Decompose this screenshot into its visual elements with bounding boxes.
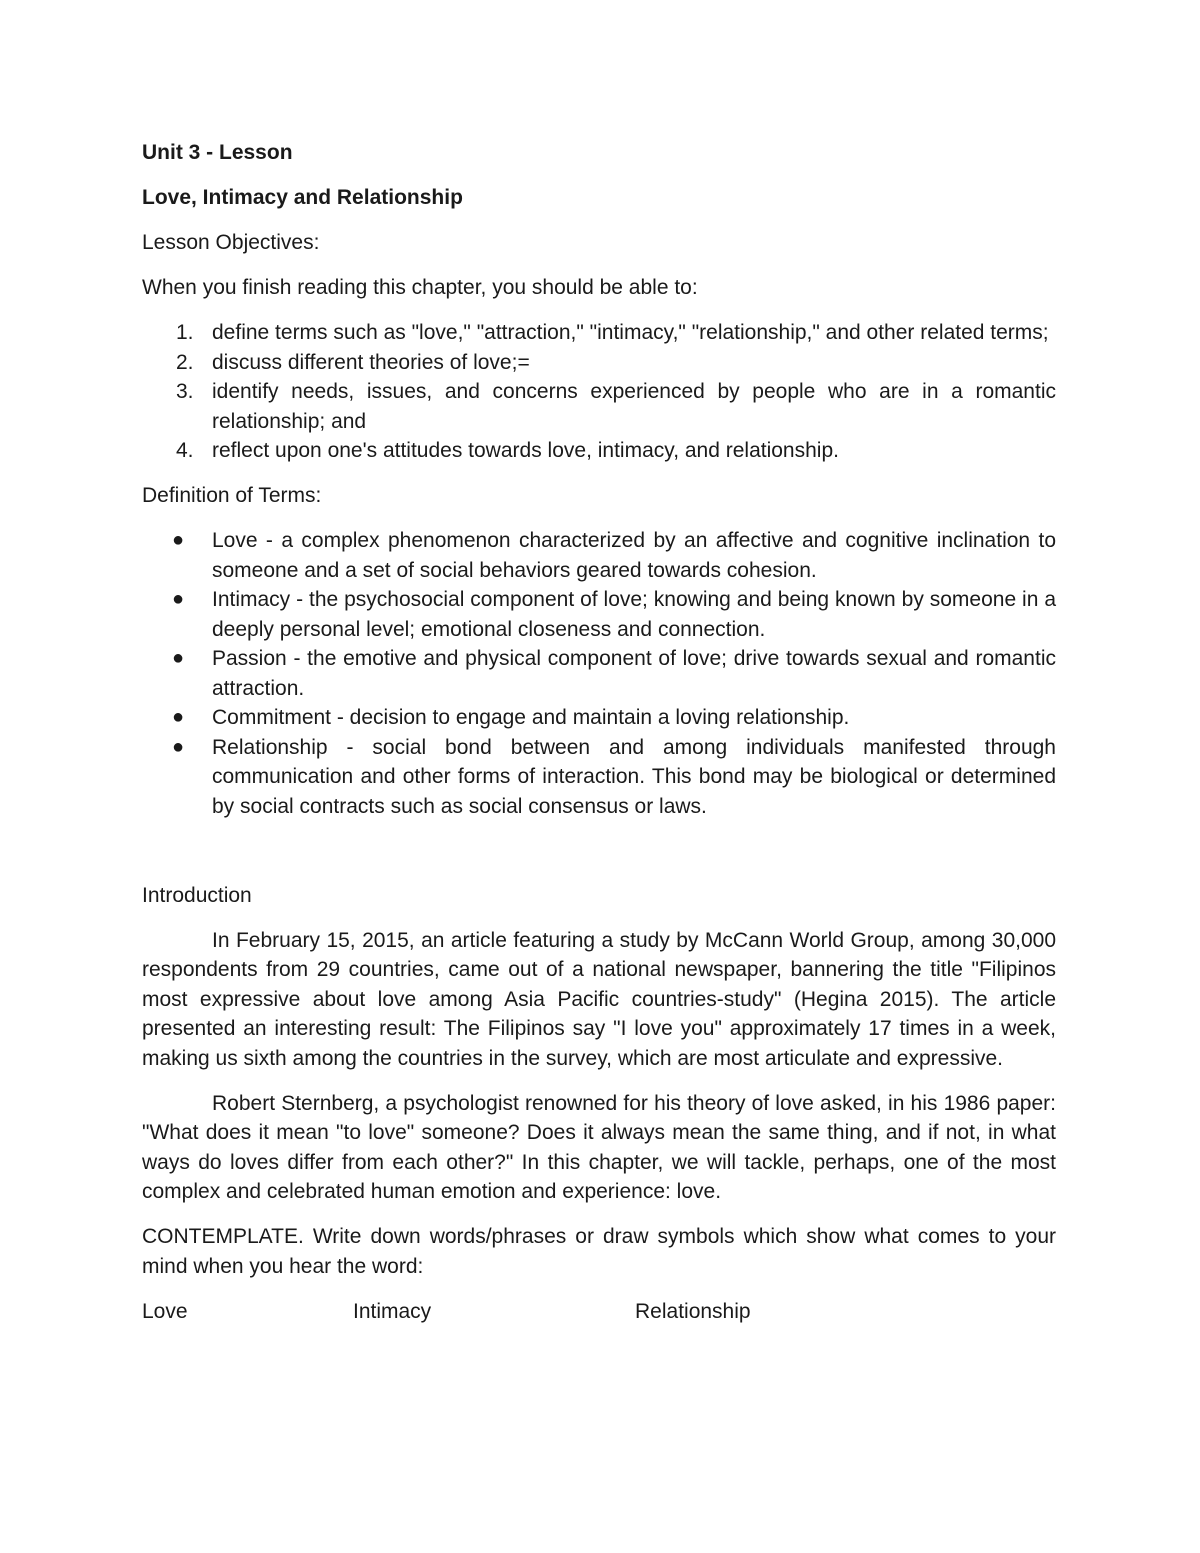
introduction-paragraph: Robert Sternberg, a psychologist renowned for his theory of love asked, in his 1986 paper: "What does it mean "to love" someone? Does it always mean the same thing, and if not, in what ways do loves differ from each other?" In this chapter, we will tackle, perhaps, one of the most complex and celebrated human emotion and experience: love. xyxy=(142,1091,1056,1203)
contemplate-instruction: CONTEMPLATE. Write down words/phrases or draw symbols which show what comes to your mind when you hear the word: xyxy=(142,1225,1056,1278)
list-number: 3. xyxy=(176,380,194,403)
contemplate-words xyxy=(142,1297,1056,1327)
contemplate-word-relationship: Relationship xyxy=(635,1299,751,1323)
bullet-icon: ● xyxy=(172,735,185,758)
objective-item xyxy=(142,436,1056,466)
list-number: 2. xyxy=(176,350,194,374)
contemplate-word-love: Love xyxy=(142,1299,188,1323)
objective-text: reflect upon one's attitudes towards love, intimacy, and relationship. xyxy=(212,439,839,462)
bullet-icon: ● xyxy=(172,588,185,610)
objective-item xyxy=(142,348,1056,378)
section-spacer xyxy=(142,837,1056,881)
definition-text: Love - a complex phenomenon characterized by an affective and cognitive inclination to someone and a set of social behaviors geared towards cohesion. xyxy=(212,529,1056,582)
definition-item xyxy=(142,733,1056,822)
objective-text: define terms such as "love," "attraction," "intimacy," "relationship," and other related terms; xyxy=(212,321,1049,344)
unit-title: Unit 3 - Lesson xyxy=(142,141,293,164)
objective-text: identify needs, issues, and concerns experienced by people who are in a romantic relationship; and xyxy=(212,380,1056,433)
definition-item xyxy=(142,703,1056,733)
introduction-paragraph: In February 15, 2015, an article featuring a study by McCann World Group, among 30,000 respondents from 29 countries, came out of a national newspaper, bannering the title "Filipinos most expressive about love among Asia Pacific countries-study" (Hegina 2015). The article presented an interesting result: The Filipinos say "I love you" approximately 17 times in a week, making us sixth among the countries in the survey, which are most articulate and expressive. xyxy=(142,928,1056,1070)
list-number: 1. xyxy=(176,321,194,344)
introduction-heading: Introduction xyxy=(142,883,252,907)
contemplate-word-intimacy: Intimacy xyxy=(353,1299,432,1323)
definition-item xyxy=(142,585,1056,644)
objectives-list xyxy=(142,318,1056,466)
objective-text: discuss different theories of love;= xyxy=(212,350,530,374)
list-number: 4. xyxy=(176,439,194,462)
objective-item xyxy=(142,318,1056,348)
objective-item xyxy=(142,377,1056,436)
definitions-label: Definition of Terms: xyxy=(142,484,322,507)
document-page xyxy=(142,138,1056,1327)
objectives-intro: When you finish reading this chapter, you should be able to: xyxy=(142,276,698,299)
bullet-icon: ● xyxy=(172,529,185,551)
objectives-label: Lesson Objectives: xyxy=(142,231,320,254)
definition-item xyxy=(142,526,1056,585)
definition-text: Relationship - social bond between and among individuals manifested through communication and other forms of interaction. This bond may be biological or determined by social contracts such as social consensus or laws. xyxy=(212,735,1056,818)
bullet-icon: ● xyxy=(172,706,185,728)
definition-text: Commitment - decision to engage and maintain a loving relationship. xyxy=(212,706,850,729)
definitions-list xyxy=(142,526,1056,821)
definition-text: Intimacy - the psychosocial component of love; knowing and being known by someone in a deeply personal level; emotional closeness and connection. xyxy=(212,588,1056,641)
definition-text: Passion - the emotive and physical component of love; drive towards sexual and romantic attraction. xyxy=(212,647,1056,700)
definition-item xyxy=(142,644,1056,703)
bullet-icon: ● xyxy=(172,647,185,669)
lesson-title: Love, Intimacy and Relationship xyxy=(142,186,463,209)
